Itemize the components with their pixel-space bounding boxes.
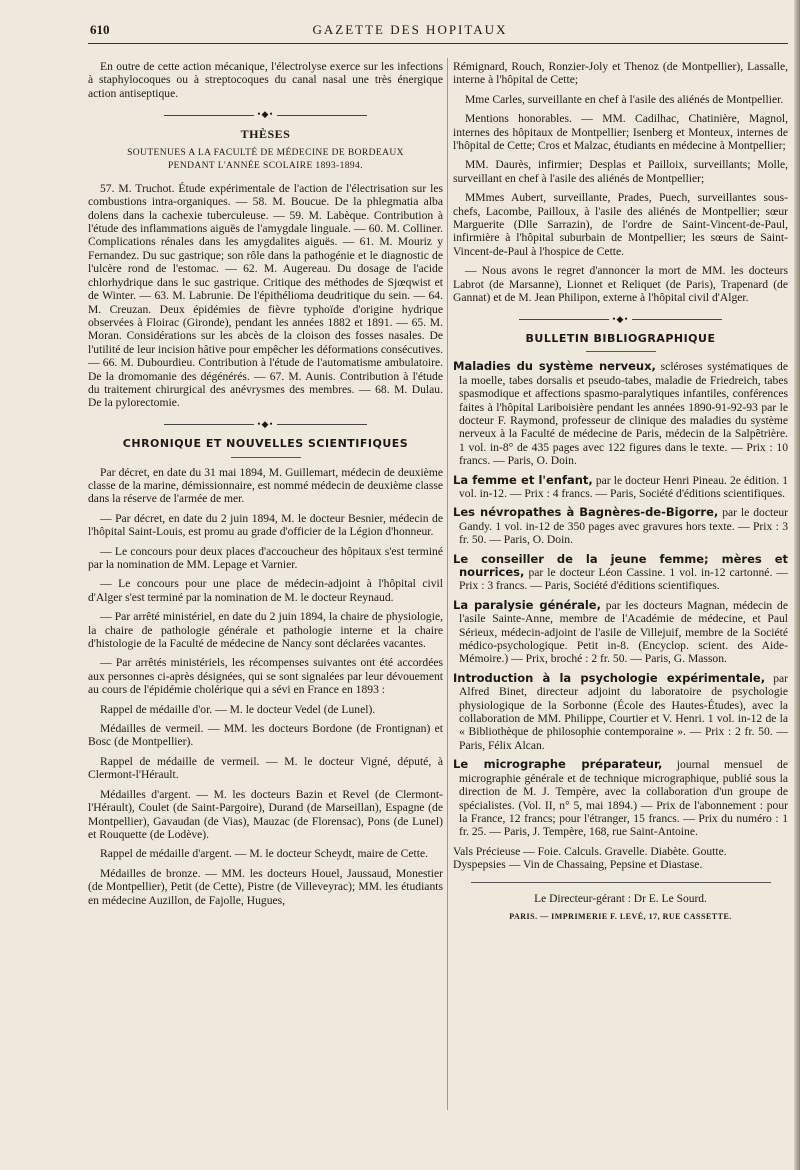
award-item: Médailles de vermeil. — MM. les docteurs Bordone (de Frontignan) et Bosc (de Montpellier).	[88, 722, 443, 749]
chronicle-item: — Par décret, en date du 2 juin 1894, M. le docteur Besnier, médecin de l'hôpital Saint-Louis, est promu au grade d'officier de la Légion d'honneur.	[88, 511, 443, 539]
award-item: MMmes Aubert, surveillante, Prades, Puech, surveillantes sous-chefs, Lacombe, Pailloux, à l'asile des aliénés de Montpellier; sœur Marguerite (Dlle Sarrazin), de l'ordre de Saint-Vincent-de-Paul, infirmière à l'hôpital suburbain de Montpellier; les sœurs de Saint-Vincent-de-Paul à l'hospice de Cette.	[453, 191, 788, 258]
ornament-rule: •◆•	[453, 313, 788, 326]
running-title: GAZETTE DES HOPITAUX	[312, 22, 508, 37]
award-item: Rappel de médaille de vermeil. — M. le docteur Vigné, député, à Clermont-l'Hérault.	[88, 754, 443, 782]
chronicle-title: CHRONIQUE ET NOUVELLES SCIENTIFIQUES	[122, 437, 409, 451]
ornament-rule: •◆•	[88, 418, 443, 431]
award-item: Mme Carles, surveillante en chef à l'asile des aliénés de Montpellier.	[465, 92, 784, 106]
bibliography-entry: Le conseiller de la jeune femme; mères et nourrices, par le docteur Léon Cassine. 1 vol. in-12 cartonné. — Prix : 3 francs. — Paris, Société d'éditions scientifiques.	[453, 551, 788, 593]
signature-line: Le Directeur-gérant : Dr E. Le Sourd.	[534, 892, 707, 905]
bibliography-entry: Introduction à la psychologie expérimentale, par Alfred Binet, directeur adjoint du laboratoire de psychologie physiologique de la Sorbonne (École des Hautes-Études), avec la collaboration de MM. Philippe, Courtier et V. Henri. 1 vol. in-12 de la « Bibliothèque de philosophie contemporaine ». — Prix : 2 fr. 50. — Paris, Félix Alcan.	[453, 670, 788, 752]
intro-paragraph: En outre de cette action mécanique, l'électrolyse exerce sur les infections à staphylocoques ou à streptocoques du canal nasal une très énergique action antiseptique.	[88, 60, 443, 100]
award-item: MM. Daurès, infirmier; Desplas et Pailloix, surveillants; Molle, surveillant en chef à l'asile des aliénés de Montpellier;	[453, 158, 788, 185]
ornament-rule: •◆•	[88, 108, 443, 121]
page-edge	[794, 0, 800, 1170]
theses-title: THÈSES	[240, 126, 291, 141]
advert-line: Vals Précieuse — Foie. Calculs. Gravelle. Diabète. Goutte.	[453, 844, 727, 858]
chronicle-item: — Par arrêté ministériel, en date du 2 juin 1894, la chaire de physiologie, la chaire de pathologie générale et pathologie interne et la chaire d'histologie de la Faculté de médecine de Nancy sont déclarées vacantes.	[88, 610, 443, 651]
column-divider	[447, 58, 448, 1110]
page-number: 610	[90, 22, 110, 37]
bibliography-entry: Le micrographe préparateur, journal mensuel de micrographie générale et de technique micrographique, publié sous la direction de M. J. Tempère, avec la collaboration d'un groupe de spécialistes. (Vol. II, n° 5, mai 1894.) — Prix de l'abonnement : pour la France, 12 francs; pour l'étranger, 15 francs. — Prix du numéro : 1 fr. 25. — Paris, J. Tempère, 168, rue Saint-Antoine.	[453, 757, 788, 839]
printer-line: PARIS. — IMPRIMERIE F. LEVÉ, 17, RUE CASSETTE.	[509, 911, 732, 921]
chronicle-item: Par décret, en date du 31 mai 1894, M. Guillemart, médecin de deuxième classe de la marine, démissionnaire, est nommé médecin de deuxième classe dans la réserve de l'armée de mer.	[88, 465, 443, 506]
chronicle-item: — Le concours pour deux places d'accoucheur des hôpitaux s'est terminé par la nomination de MM. Lepage et Varnier.	[88, 544, 443, 571]
bulletin-title: BULLETIN BIBLIOGRAPHIQUE	[525, 331, 716, 345]
theses-list: 57. M. Truchot. Étude expérimentale de l'action de l'électrisation sur les combustions intra-organiques. — 58. M. Boucue. De la phlegmatia alba dolens dans la cachexie tuberculeuse. — 59. M. Labèque. Contribution à l'étude des inflammations aiguës de l'amygdale linguale. — 60. M. Colliner. Complications rénales dans les amygdalites aiguës. — 61. M. Mouriz y Fernandez. Du suc gastrique; son rôle dans la pathogénie et le diagnostic de l'ulcère rond de l'estomac. — 62. M. Augereau. Du dosage de l'acide chlorhydrique dans le suc gastrique. Critique des méthodes de Sjœqwist et de Winter. — 63. M. Labrunie. De l'épithélioma deudritique du sein. — 64. M. Creuzan. Deux épidémies de fièvre typhoïde d'origine hydrique observées à Floirac (Gironde), pendant les années 1882 et 1891. — 65. M. Moran. Considérations sur les abcès de la cloison des fosses nasales. De l'utilité de leur incision hâtive pour empêcher les déformations consécutives. — 66. M. Dubourdieu. Contribution à l'étude de l'automatisme ambulatoire. De la dromomanie des dégénérés. — 67. M. Aunis. Contribution à l'étude du traitement chirurgical des anévrysmes des membres. — 68. M. Dulau. De la pylorectomie.	[88, 181, 443, 410]
bibliography-entry: La paralysie générale, par les docteurs Magnan, médecin de l'asile Sainte-Anne, membre de l'Académie de médecine, et Paul Sérieux, médecin-adjoint de l'asile de Villejuif, membre de la Société médico-psychologique. Petit in-8. (Encyclop. scient. des Aide-Mémoire.) — Prix, broché : 2 fr. 50. — Paris, G. Masson.	[453, 597, 788, 666]
obituary-notice: — Nous avons le regret d'annoncer la mort de MM. les docteurs Labrot (de Marsanne), Lionnet et Reliquet (de Paris), Trapenard (de Gannat) et de M. Jean Philipon, externe à l'hôpital civil d'Alger.	[453, 264, 788, 305]
left-column	[88, 60, 443, 913]
award-item: Rappel de médaille d'argent. — M. le docteur Scheydt, maire de Cette.	[100, 847, 429, 861]
bibliography-entry: La femme et l'enfant, par le docteur Henri Pineau. 2e édition. 1 vol. in-12. — Prix : 4 francs. — Paris, Société d'éditions scientifiques.	[453, 472, 788, 500]
short-rule	[231, 457, 301, 458]
theses-subtitle-2: PENDANT L'ANNÉE SCOLAIRE 1893-1894.	[168, 161, 363, 172]
short-rule	[471, 882, 771, 883]
bibliography-entry: Les névropathes à Bagnères-de-Bigorre, par le docteur Gandy. 1 vol. in-12 de 350 pages avec gravures hors texte. — Prix : 3 fr. 50. — Paris, O. Doin.	[453, 505, 789, 547]
award-item: Médailles d'argent. — M. les docteurs Bazin et Revel (de Clermont-l'Hérault), Coulet (de Saint-Pargoire), Durand (de Marseillan), Espagne (de Montpellier), Gavaudan (de Vias), Mauzac (de Florensac), Pons (de Lunel) et Rouquette (de Lodève).	[88, 787, 443, 841]
award-item: Médailles de bronze. — MM. les docteurs Houel, Jaussaud, Monestier (de Montpellier), Petit (de Cette), Pistre (de Villeveyrac); MM. les étudiants en médecine Auzillon, de Fajolle, Hugues,	[88, 866, 443, 907]
short-rule	[586, 351, 656, 352]
advert-line: Dyspepsies — Vin de Chassaing, Pepsine et Diastase.	[453, 858, 703, 872]
award-item: Rappel de médaille d'or. — M. le docteur Vedel (de Lunel).	[100, 702, 376, 716]
chronicle-item: — Par arrêtés ministériels, les récompenses suivantes ont été accordées aux personnes ci-après désignées, qui se sont signalées par leur dévouement au cours de l'épidémie cholérique qui a sévi en France en 1893 :	[88, 656, 443, 697]
award-continuation: Rémignard, Rouch, Ronzier-Joly et Thenoz (de Montpellier), Lassalle, interne à l'hôpital de Cette;	[453, 60, 788, 87]
theses-subtitle-1: SOUTENUES A LA FACULTÉ DE MÉDECINE DE BORDEAUX	[127, 148, 404, 159]
header-rule	[88, 43, 788, 44]
award-item: Mentions honorables. — MM. Cadilhac, Chatinière, Magnol, internes des hôpitaux de Montpellier; Isenberg et Monteux, internes de l'hôpital de Cette; Cros et Malzac, étudiants en médecine à Montpellier;	[453, 112, 788, 153]
right-column	[453, 60, 788, 923]
chronicle-item: — Le concours pour une place de médecin-adjoint à l'hôpital civil d'Alger s'est terminé par la nomination de M. le docteur Reynaud.	[88, 577, 443, 604]
bibliography-entry: Maladies du système nerveux, scléroses systématiques de la moelle, tabes dorsalis et pseudo-tabes, maladie de Friedreich, tabes spasmodique et affections spasmo-paralytiques infantiles, conférences faites à l'hôpital Lariboisière pendant les années 1890-91-92-93 par le docteur F. Raymond, professeur de clinique des maladies du système nerveux à la Faculté de médecine de Paris, médecin de la Salpêtrière. 1 vol. in-8° de 435 pages avec 122 figures dans le texte. — Prix : 10 francs. — Paris, O. Doin.	[453, 359, 788, 468]
